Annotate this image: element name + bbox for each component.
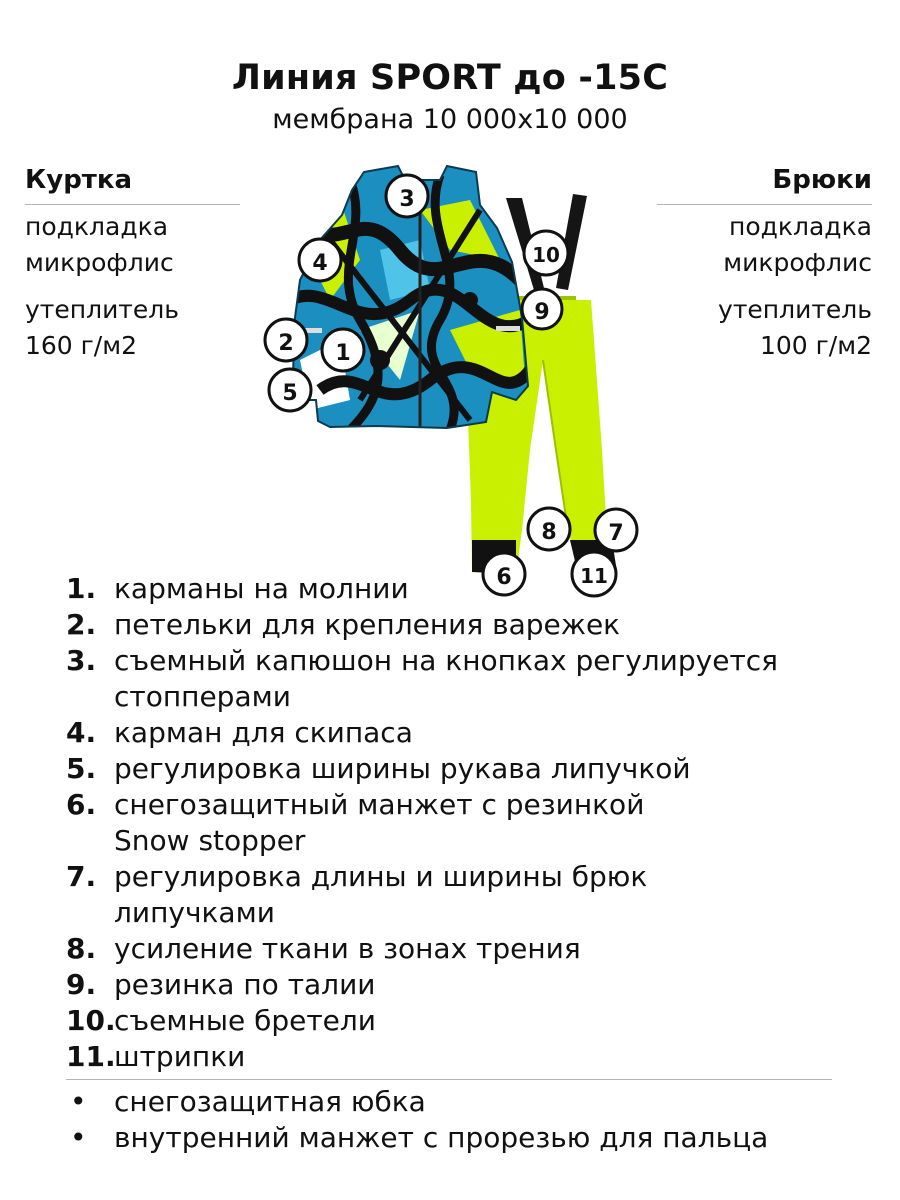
feature-text: карманы на молнии xyxy=(114,572,409,605)
feature-number: 5. xyxy=(66,752,97,785)
feature-text: снегозащитный манжет с резинкой Snow stopper xyxy=(114,788,645,857)
marker-9 xyxy=(522,289,562,329)
feature-text: съемные бретели xyxy=(114,1004,376,1037)
marker-3 xyxy=(386,175,428,217)
feature-text: резинка по талии xyxy=(114,968,376,1001)
extra-item xyxy=(66,1120,866,1156)
feature-text: регулировка ширины рукава липучкой xyxy=(114,752,691,785)
extra-text: внутренний манжет с прорезью для пальца xyxy=(114,1121,769,1154)
jacket-insulation-label: утеплитель xyxy=(25,295,179,324)
marker-9-label: 9 xyxy=(534,300,550,325)
feature-item xyxy=(66,787,866,859)
marker-7-label: 7 xyxy=(608,521,624,546)
feature-number: 4. xyxy=(66,716,97,749)
marker-1-label: 1 xyxy=(335,341,351,366)
pants-lining-label: подкладка xyxy=(728,212,872,241)
feature-list xyxy=(66,571,866,1075)
pants-heading: Брюки xyxy=(772,165,872,195)
feature-text: съемный капюшон на кнопках регулируется стопперами xyxy=(114,644,779,713)
marker-6-label: 6 xyxy=(496,565,512,590)
jacket-lining-label: подкладка xyxy=(25,212,169,241)
feature-number: 3. xyxy=(66,644,97,677)
extra-text: снегозащитная юбка xyxy=(114,1085,426,1118)
marker-1 xyxy=(322,329,364,371)
marker-8-label: 8 xyxy=(541,520,557,545)
marker-3-label: 3 xyxy=(399,187,415,212)
extra-item xyxy=(66,1084,866,1120)
marker-10-label: 10 xyxy=(532,243,560,267)
bullet-icon: • xyxy=(70,1121,87,1154)
feature-item xyxy=(66,607,866,643)
pants-insulation-label: утеплитель xyxy=(718,295,872,324)
feature-text: петельки для крепления варежек xyxy=(114,608,621,641)
feature-number: 1. xyxy=(66,572,97,605)
page-subtitle: мембрана 10 000х10 000 xyxy=(272,104,628,135)
page-title: Линия SPORT до -15С xyxy=(231,58,669,98)
marker-7 xyxy=(595,509,637,551)
feature-text: штрипки xyxy=(114,1040,246,1073)
feature-text: регулировка длины и ширины брюк липучками xyxy=(114,860,648,929)
feature-item xyxy=(66,571,866,607)
pants-lining-value: микрофлис xyxy=(723,248,872,277)
bullet-icon: • xyxy=(70,1085,87,1118)
feature-item xyxy=(66,967,866,1003)
marker-5-label: 5 xyxy=(282,381,298,406)
feature-number: 6. xyxy=(66,788,97,821)
feature-item xyxy=(66,859,866,931)
marker-4 xyxy=(299,239,341,281)
marker-4-label: 4 xyxy=(312,251,328,276)
marker-2 xyxy=(265,319,307,361)
marker-2-label: 2 xyxy=(278,331,294,356)
marker-11-label: 11 xyxy=(580,564,608,588)
feature-number: 2. xyxy=(66,608,97,641)
jacket-insulation-value: 160 г/м2 xyxy=(25,331,137,360)
feature-number: 8. xyxy=(66,932,97,965)
feature-item xyxy=(66,1039,866,1075)
feature-item xyxy=(66,643,866,715)
feature-item xyxy=(66,751,866,787)
feature-item xyxy=(66,1003,866,1039)
jacket-heading: Куртка xyxy=(25,165,133,195)
feature-item xyxy=(66,715,866,751)
jacket-lining-value: микрофлис xyxy=(25,248,174,277)
feature-text: карман для скипаса xyxy=(114,716,413,749)
feature-number: 9. xyxy=(66,968,97,1001)
list-divider xyxy=(66,1079,832,1080)
extra-features-list xyxy=(66,1084,866,1156)
marker-5 xyxy=(269,369,311,411)
feature-number: 10. xyxy=(66,1004,116,1037)
marker-8 xyxy=(528,508,570,550)
feature-text: усиление ткани в зонах трения xyxy=(114,932,581,965)
feature-number: 11. xyxy=(66,1040,116,1073)
feature-item xyxy=(66,931,866,967)
marker-10 xyxy=(524,231,568,275)
pants-insulation-value: 100 г/м2 xyxy=(760,331,872,360)
feature-number: 7. xyxy=(66,860,97,893)
